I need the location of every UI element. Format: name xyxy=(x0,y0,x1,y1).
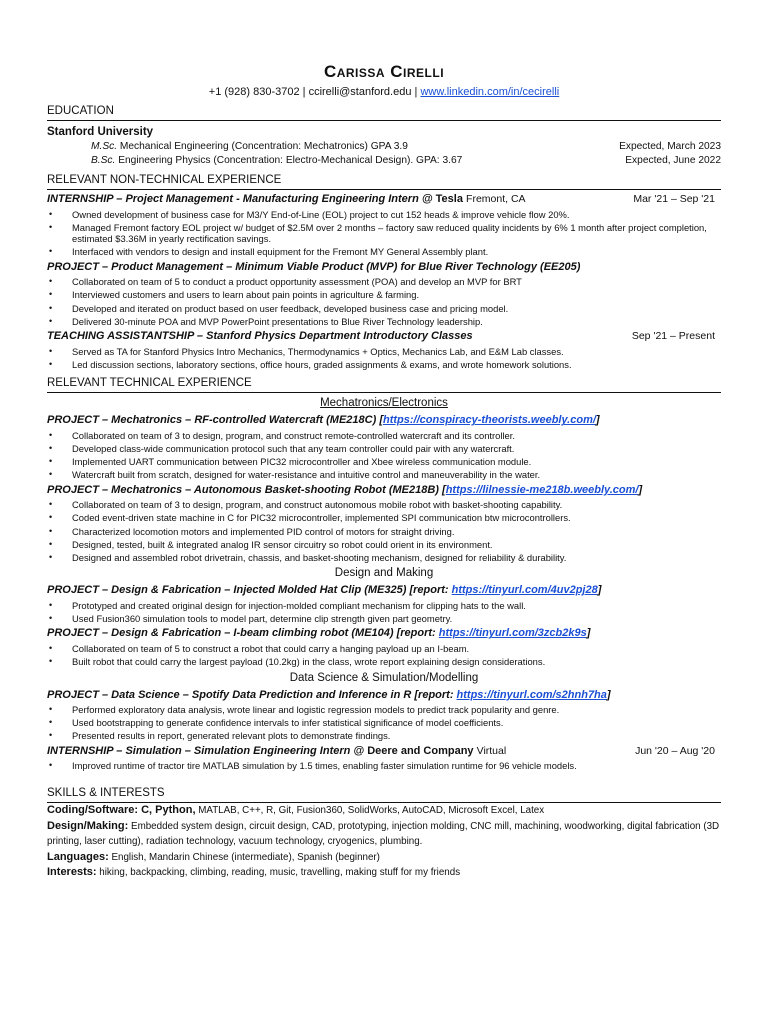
email: ccirelli@stanford.edu xyxy=(308,86,412,98)
contact-line: +1 (928) 830-3702 | ccirelli@stanford.edu | www.linkedin.com/in/cecirelli xyxy=(208,86,560,98)
list-item: • Delivered 30-minute POA and MVP PowerPoint presentations to Blue River Technology leadership. xyxy=(47,316,721,328)
skill-design: Design/Making: Embedded system design, circuit design, CAD, prototyping, injection molding, CNC mill, machining, woodworking, digital fabrication (3D printing, laser cutting), radiation technology, vacuum technology, cryogenics, plumbing. xyxy=(47,819,720,848)
list-item: • Designed and assembled robot drivetrain, chassis, and basket-shooting mechanism, designed for reliability & durability. xyxy=(47,552,721,564)
skill-languages: Languages: English, Mandarin Chinese (intermediate), Spanish (beginner) xyxy=(47,850,380,863)
entry-heading: PROJECT – Design & Fabrication – Injected Molded Hat Clip (ME325) [report: https://tinyurl.com/4uv2pj28] xyxy=(47,584,602,597)
skills-heading: SKILLS & INTERESTS xyxy=(47,786,721,803)
list-item: • Collaborated on team of 5 to construct a robot that could carry a hanging payload up an I-beam. xyxy=(47,643,721,655)
list-item: • Prototyped and created original design for injection-molded compliant mechanism for clipping hats to the wall. xyxy=(47,600,721,612)
list-item: • Collaborated on team of 3 to design, program, and construct remote-controlled watercraft and its controller. xyxy=(47,430,721,442)
list-item: • Collaborated on team of 5 to conduct a product opportunity assessment (POA) and develop an MVP for BRT xyxy=(47,276,721,288)
list-item: • Owned development of business case for M3/Y End-of-Line (EOL) project to cut 152 heads & improve vehicle flow 20%. xyxy=(47,209,721,221)
degree-row: M.Sc. Mechanical Engineering (Concentration: Mechatronics) GPA 3.9 Expected, March 2023 xyxy=(91,141,721,152)
entry-heading: TEACHING ASSISTANTSHIP – Stanford Physics Department Introductory Classes Sep '21 – Present xyxy=(47,329,721,344)
entry-heading: PROJECT – Product Management – Minimum Viable Product (MVP) for Blue River Technology (EE205) xyxy=(47,260,581,273)
entry-heading: INTERNSHIP – Project Management - Manufacturing Engineering Intern @ Tesla Fremont, CA Mar '21 – Sep '21 xyxy=(47,192,721,207)
report-link[interactable]: https://tinyurl.com/s2hnh7ha xyxy=(456,688,607,701)
entry-heading: PROJECT – Data Science – Spotify Data Prediction and Inference in R [report: https://tinyurl.com/s2hnh7ha] xyxy=(47,688,611,701)
list-item: • Performed exploratory data analysis, wrote linear and logistic regression models to predict track popularity and genre. xyxy=(47,704,721,716)
school-name: Stanford University xyxy=(47,126,154,138)
list-item: • Improved runtime of tractor tire MATLAB simulation by 1.5 times, enabling faster simulation runtime for 96 vehicle models. xyxy=(47,760,721,772)
list-item: • Interviewed customers and users to learn about pain points in agriculture & farming. xyxy=(47,289,721,301)
skill-coding: Coding/Software: C, Python, MATLAB, C++, R, Git, Fusion360, SolidWorks, AutoCAD, Microsoft Excel, Latex xyxy=(47,804,545,817)
list-item: • Watercraft built from scratch, designed for water-resistance and intuitive control and maneuverability in the water. xyxy=(47,469,721,481)
list-item: • Implemented UART communication between PIC32 microcontroller and Xbee wireless communication module. xyxy=(47,456,721,468)
bullet-list xyxy=(47,346,721,371)
list-item: • Designed, tested, built & integrated analog IR sensor circuitry so robot could orient in its environment. xyxy=(47,539,721,551)
degree-date: Expected, June 2022 xyxy=(625,154,721,166)
bullet-list xyxy=(47,600,721,625)
subsection-title: Data Science & Simulation/Modelling xyxy=(289,671,479,684)
report-link[interactable]: https://tinyurl.com/4uv2pj28 xyxy=(451,584,598,597)
bullet-list xyxy=(47,276,721,327)
degree-row: B.Sc. Engineering Physics (Concentration: Electro-Mechanical Design). GPA: 3.67 Expected, June 2022 xyxy=(91,154,721,166)
list-item: • Built robot that could carry the largest payload (10.2kg) in the class, wrote report explaining design considerations. xyxy=(47,656,721,668)
entry-date: Sep '21 – Present xyxy=(631,330,715,343)
list-item: • Used Fusion360 simulation tools to model part, determine clip strength given part geometry. xyxy=(47,613,721,625)
list-item: • Used bootstrapping to generate confidence intervals to infer statistical significance of model coefficients. xyxy=(47,717,721,729)
subsection-title: Mechatronics/Electronics xyxy=(320,397,448,410)
project-link[interactable]: https://lilnessie-me218b.weebly.com/ xyxy=(445,483,639,496)
bullet-list xyxy=(47,643,721,668)
entry-heading: PROJECT – Mechatronics – RF-controlled Watercraft (ME218C) [https://conspiracy-theorists.weebly.com/] xyxy=(47,414,600,427)
list-item: • Collaborated on team of 3 to design, program, and construct autonomous mobile robot with basket-shooting capability. xyxy=(47,499,721,511)
list-item: • Presented results in report, generated relevant plots to demonstrate findings. xyxy=(47,730,721,742)
degree-date: Expected, March 2023 xyxy=(619,141,721,152)
list-item: • Developed and iterated on product based on user feedback, developed business case and pricing model. xyxy=(47,303,721,315)
subsection-title: Design and Making xyxy=(334,567,434,580)
education-heading: EDUCATION xyxy=(47,104,721,121)
bullet-list xyxy=(47,430,721,481)
bullet-list xyxy=(47,760,721,772)
skill-interests: Interests: hiking, backpacking, climbing, reading, music, travelling, making stuff for my friends xyxy=(47,866,461,879)
linkedin-link[interactable]: www.linkedin.com/in/cecirelli xyxy=(420,86,560,98)
list-item: • Characterized locomotion motors and implemented PID control of motors for straight driving. xyxy=(47,526,721,538)
list-item: • Coded event-driven state machine in C for PIC32 microcontroller, implemented SPI communication btw microcontrollers. xyxy=(47,512,721,524)
list-item: • Managed Fremont factory EOL project w/ budget of $2.5M over 2 months – factory saw reduced quality incidents by 6% 1 month after project completion, estimated $3.36M in yearly rectification savings. xyxy=(47,222,721,245)
project-link[interactable]: https://conspiracy-theorists.weebly.com/ xyxy=(382,414,596,427)
bullet-list xyxy=(47,209,721,258)
bullet-list xyxy=(47,499,721,563)
entry-date: Mar '21 – Sep '21 xyxy=(633,193,715,205)
resume-page xyxy=(47,60,721,881)
candidate-name: Carissa Cirelli xyxy=(323,62,445,81)
entry-heading: PROJECT – Mechatronics – Autonomous Basket-shooting Robot (ME218B) [https://lilnessie-me218b.weebly.com/] xyxy=(47,483,643,496)
nontech-heading: RELEVANT NON-TECHNICAL EXPERIENCE xyxy=(47,173,721,190)
bullet-list xyxy=(47,704,721,742)
entry-date: Jun '20 – Aug '20 xyxy=(635,744,715,757)
tech-heading: RELEVANT TECHNICAL EXPERIENCE xyxy=(47,376,721,393)
list-item: • Served as TA for Stanford Physics Intro Mechanics, Thermodynamics + Optics, Mechanics Lab, and E&M Lab classes. xyxy=(47,346,721,358)
report-link[interactable]: https://tinyurl.com/3zcb2k9s xyxy=(438,627,587,640)
entry-heading: INTERNSHIP – Simulation – Simulation Engineering Intern @ Deere and Company Virtual Jun '20 – Aug '20 xyxy=(47,744,721,759)
list-item: • Developed class-wide communication protocol such that any team controller could pair with any watercraft. xyxy=(47,443,721,455)
entry-heading: PROJECT – Design & Fabrication – I-beam climbing robot (ME104) [report: https://tinyurl.com/3zcb2k9s] xyxy=(47,627,591,640)
phone: +1 (928) 830-3702 xyxy=(208,86,300,98)
list-item: • Led discussion sections, laboratory sections, office hours, graded assignments & exams, and wrote homework solutions. xyxy=(47,359,721,371)
list-item: • Interfaced with vendors to design and install equipment for the Fremont MY General Assembly plant. xyxy=(47,246,721,258)
